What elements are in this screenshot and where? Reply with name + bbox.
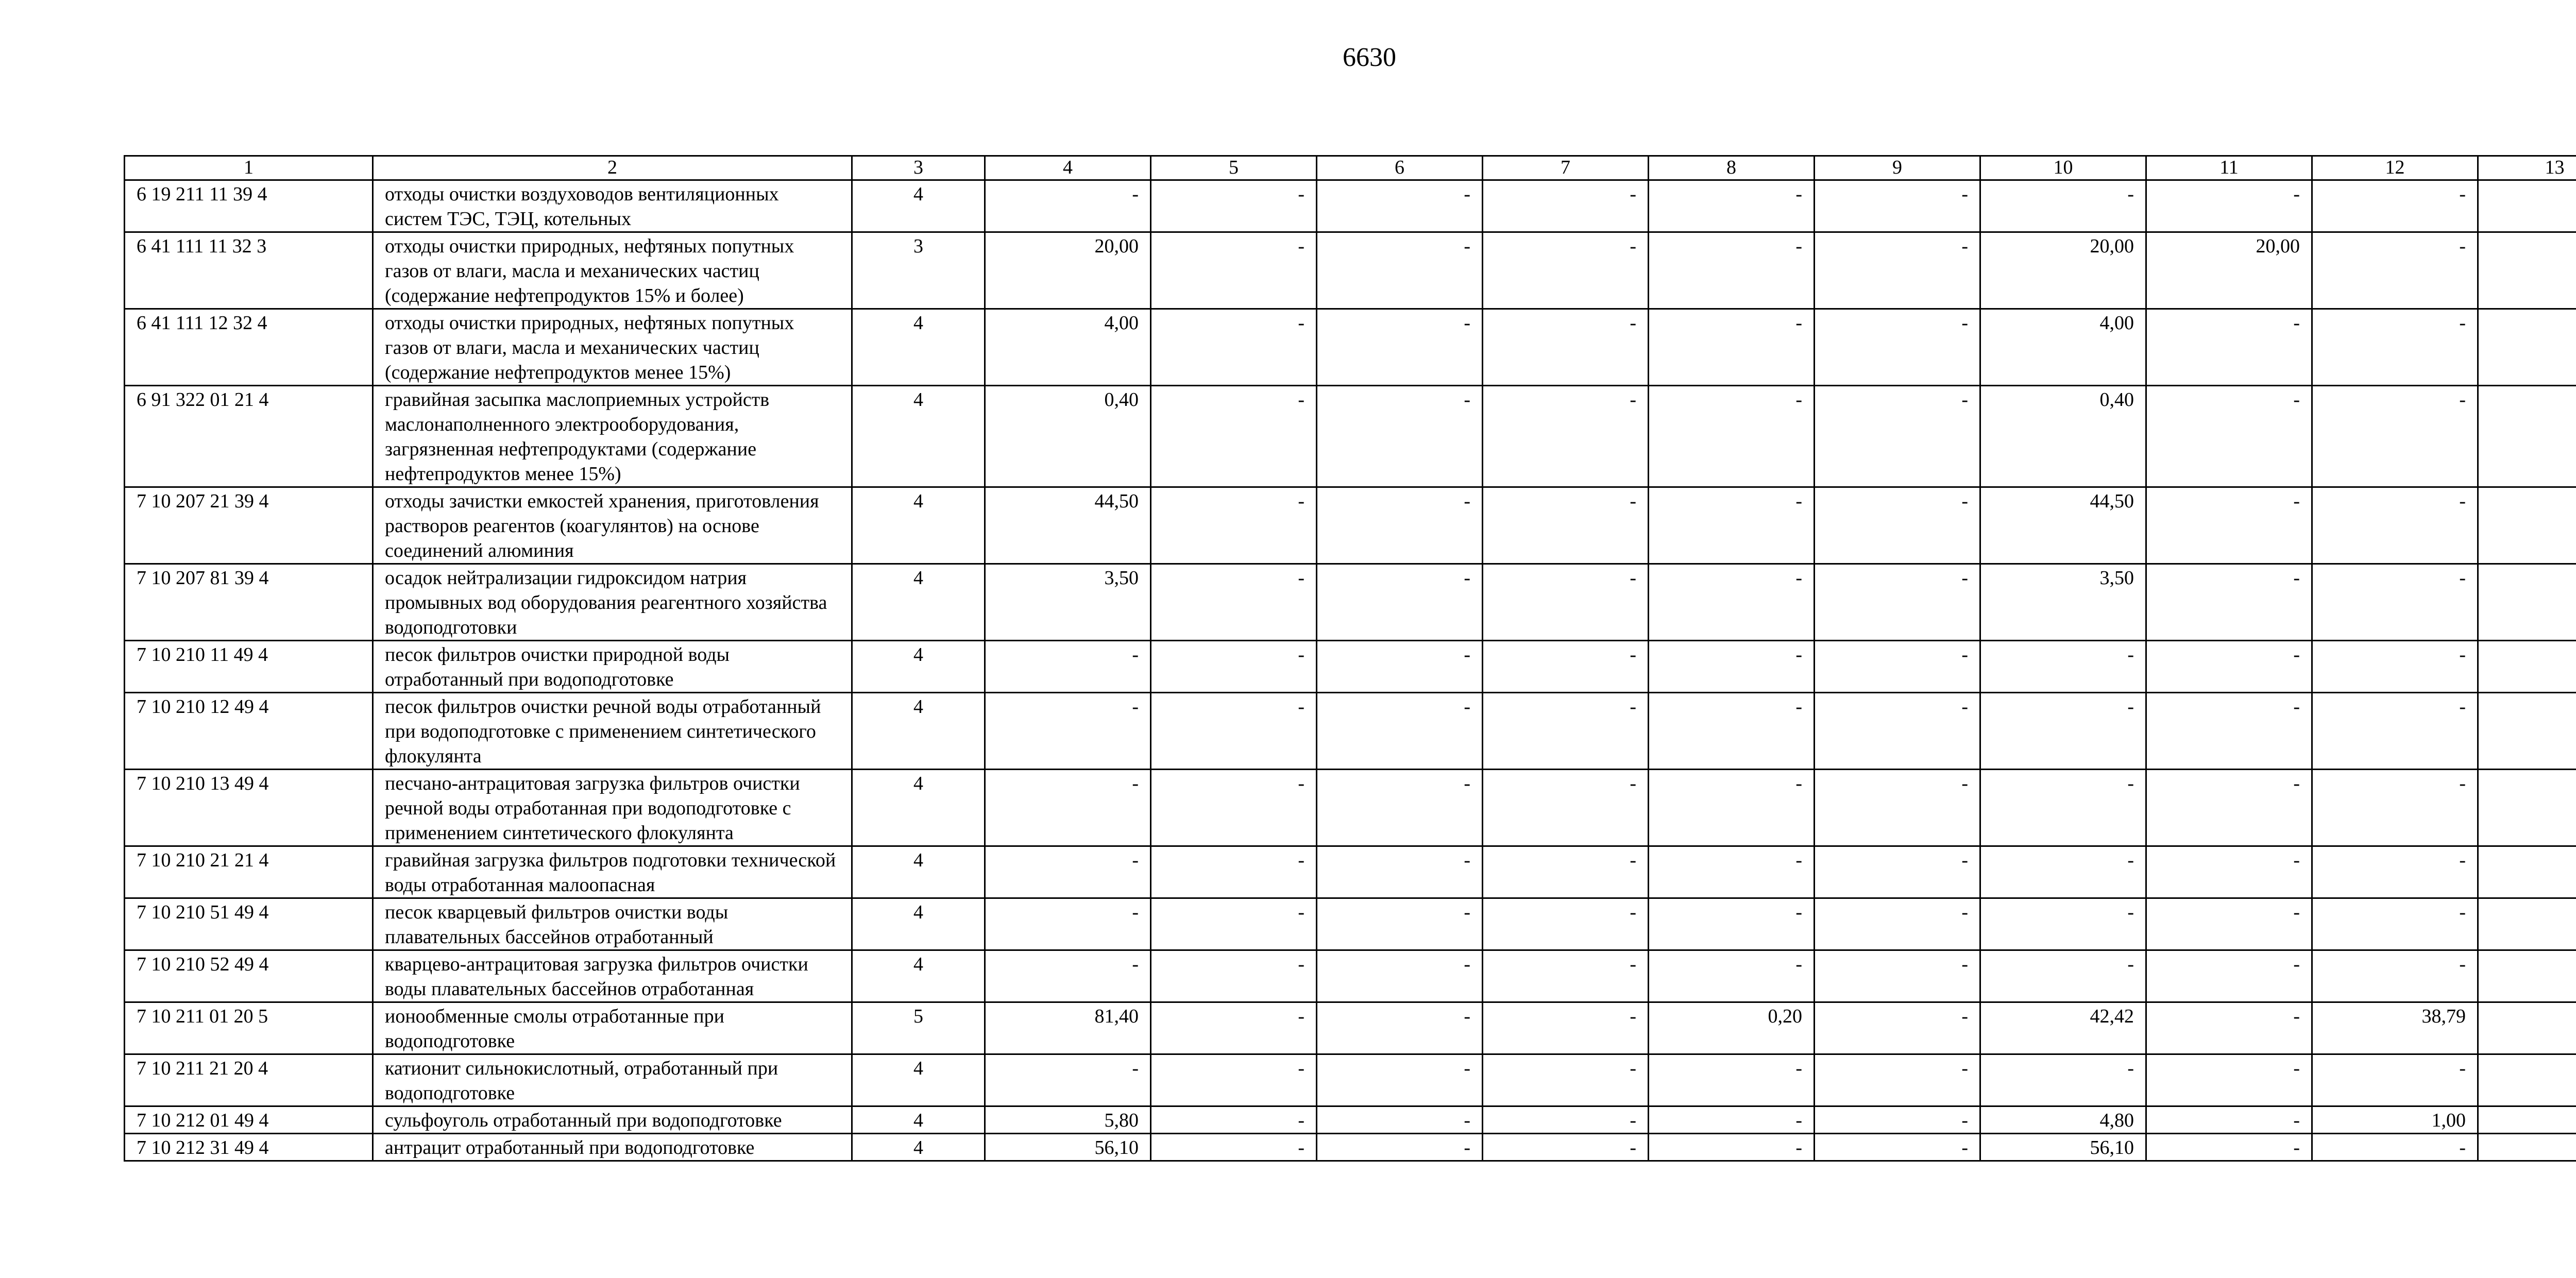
value-cell-col-5: -: [1151, 950, 1317, 1002]
column-header-10: 10: [1980, 156, 2146, 180]
table-row: [125, 1134, 2576, 1161]
value-cell-col-5: -: [1151, 487, 1317, 564]
waste-code-cell: 7 10 211 01 20 5: [125, 1002, 373, 1054]
waste-name-cell: осадок нейтрализации гидроксидом натрия промывных вод оборудования реагентного хозяйства водоподготовки: [373, 564, 852, 641]
value-cell-col-4: 0,40: [985, 386, 1151, 487]
waste-code-cell: 7 10 211 21 20 4: [125, 1054, 373, 1106]
hazard-class-cell: 4: [852, 846, 985, 898]
hazard-class-cell: 4: [852, 693, 985, 770]
value-cell-col-8: -: [1649, 180, 1815, 232]
hazard-class-cell: 4: [852, 386, 985, 487]
value-cell-col-9: -: [1815, 386, 1980, 487]
waste-table: [124, 155, 2576, 1162]
hazard-class-cell: 4: [852, 1106, 985, 1134]
hazard-class-cell: 4: [852, 898, 985, 950]
header-row: [125, 156, 2576, 180]
value-cell-col-13: [2478, 1002, 2576, 1054]
value-cell-col-12: -: [2312, 950, 2478, 1002]
value-cell-col-11: 20,00: [2146, 232, 2312, 309]
value-cell-col-6: -: [1317, 386, 1483, 487]
value-cell-col-4: -: [985, 1054, 1151, 1106]
hazard-class-cell: 4: [852, 564, 985, 641]
value-cell-col-11: -: [2146, 487, 2312, 564]
value-cell-col-6: -: [1317, 770, 1483, 846]
value-cell-col-4: 81,40: [985, 1002, 1151, 1054]
value-cell-col-4: -: [985, 180, 1151, 232]
value-cell-col-6: -: [1317, 487, 1483, 564]
value-cell-col-11: -: [2146, 1002, 2312, 1054]
value-cell-col-11: -: [2146, 180, 2312, 232]
value-cell-col-6: -: [1317, 898, 1483, 950]
value-cell-col-9: -: [1815, 1106, 1980, 1134]
value-cell-col-12: -: [2312, 1134, 2478, 1161]
value-cell-col-7: -: [1483, 180, 1649, 232]
value-cell-col-11: -: [2146, 1106, 2312, 1134]
value-cell-col-12: -: [2312, 309, 2478, 386]
value-cell-col-5: -: [1151, 641, 1317, 693]
hazard-class-cell: 3: [852, 232, 985, 309]
value-cell-col-9: -: [1815, 1054, 1980, 1106]
table-row: [125, 1002, 2576, 1054]
value-cell-col-12: -: [2312, 386, 2478, 487]
value-cell-col-8: 0,20: [1649, 1002, 1815, 1054]
value-cell-col-6: -: [1317, 232, 1483, 309]
waste-code-cell: 7 10 212 01 49 4: [125, 1106, 373, 1134]
value-cell-col-10: -: [1980, 641, 2146, 693]
column-header-2: 2: [373, 156, 852, 180]
value-cell-col-8: -: [1649, 564, 1815, 641]
value-cell-col-12: -: [2312, 232, 2478, 309]
value-cell-col-5: -: [1151, 232, 1317, 309]
value-cell-col-6: -: [1317, 180, 1483, 232]
value-cell-col-12: 1,00: [2312, 1106, 2478, 1134]
value-cell-col-11: -: [2146, 641, 2312, 693]
value-cell-col-5: -: [1151, 1134, 1317, 1161]
value-cell-col-7: -: [1483, 386, 1649, 487]
table-row: [125, 487, 2576, 564]
value-cell-col-4: -: [985, 641, 1151, 693]
waste-code-cell: 6 41 111 12 32 4: [125, 309, 373, 386]
value-cell-col-11: -: [2146, 693, 2312, 770]
table-row: [125, 180, 2576, 232]
table-row: [125, 898, 2576, 950]
value-cell-col-4: -: [985, 898, 1151, 950]
value-cell-col-5: -: [1151, 564, 1317, 641]
value-cell-col-6: -: [1317, 1106, 1483, 1134]
value-cell-col-9: -: [1815, 564, 1980, 641]
value-cell-col-5: -: [1151, 309, 1317, 386]
hazard-class-cell: 4: [852, 180, 985, 232]
value-cell-col-13: [2478, 693, 2576, 770]
hazard-class-cell: 4: [852, 770, 985, 846]
value-cell-col-7: -: [1483, 1106, 1649, 1134]
value-cell-col-6: -: [1317, 693, 1483, 770]
value-cell-col-13: [2478, 232, 2576, 309]
waste-name-cell: гравийная загрузка фильтров подготовки технической воды отработанная малоопасная: [373, 846, 852, 898]
value-cell-col-13: [2478, 564, 2576, 641]
value-cell-col-11: -: [2146, 898, 2312, 950]
value-cell-col-7: -: [1483, 898, 1649, 950]
table-row: [125, 950, 2576, 1002]
value-cell-col-4: -: [985, 950, 1151, 1002]
value-cell-col-8: -: [1649, 770, 1815, 846]
value-cell-col-8: -: [1649, 1054, 1815, 1106]
value-cell-col-13: [2478, 386, 2576, 487]
column-header-9: 9: [1815, 156, 1980, 180]
waste-code-cell: 7 10 210 12 49 4: [125, 693, 373, 770]
value-cell-col-10: -: [1980, 950, 2146, 1002]
value-cell-col-6: -: [1317, 1002, 1483, 1054]
value-cell-col-6: -: [1317, 846, 1483, 898]
waste-code-cell: 7 10 210 52 49 4: [125, 950, 373, 1002]
value-cell-col-10: 20,00: [1980, 232, 2146, 309]
value-cell-col-6: -: [1317, 950, 1483, 1002]
value-cell-col-13: [2478, 180, 2576, 232]
waste-name-cell: песок фильтров очистки природной воды отработанный при водоподготовке: [373, 641, 852, 693]
column-header-3: 3: [852, 156, 985, 180]
value-cell-col-5: -: [1151, 180, 1317, 232]
waste-code-cell: 6 41 111 11 32 3: [125, 232, 373, 309]
value-cell-col-13: [2478, 487, 2576, 564]
waste-name-cell: гравийная засыпка маслоприемных устройств маслонаполненного электрооборудования, загрязненная нефтепродуктами (содержание нефтепродуктов менее 15%): [373, 386, 852, 487]
value-cell-col-8: -: [1649, 386, 1815, 487]
value-cell-col-9: -: [1815, 180, 1980, 232]
value-cell-col-11: -: [2146, 950, 2312, 1002]
value-cell-col-8: -: [1649, 1134, 1815, 1161]
value-cell-col-11: -: [2146, 1054, 2312, 1106]
value-cell-col-6: -: [1317, 1134, 1483, 1161]
value-cell-col-7: -: [1483, 846, 1649, 898]
value-cell-col-9: -: [1815, 487, 1980, 564]
value-cell-col-10: 56,10: [1980, 1134, 2146, 1161]
value-cell-col-8: -: [1649, 950, 1815, 1002]
value-cell-col-13: [2478, 309, 2576, 386]
table-row: [125, 386, 2576, 487]
value-cell-col-11: -: [2146, 386, 2312, 487]
waste-code-cell: 6 19 211 11 39 4: [125, 180, 373, 232]
value-cell-col-9: -: [1815, 1134, 1980, 1161]
table-row: [125, 693, 2576, 770]
value-cell-col-5: -: [1151, 846, 1317, 898]
table-row: [125, 770, 2576, 846]
column-header-13: 13: [2478, 156, 2576, 180]
value-cell-col-12: -: [2312, 641, 2478, 693]
value-cell-col-6: -: [1317, 641, 1483, 693]
waste-name-cell: отходы очистки воздуховодов вентиляционных систем ТЭС, ТЭЦ, котельных: [373, 180, 852, 232]
column-header-11: 11: [2146, 156, 2312, 180]
value-cell-col-4: 5,80: [985, 1106, 1151, 1134]
page-number: 6630: [1343, 43, 1396, 72]
value-cell-col-4: 20,00: [985, 232, 1151, 309]
value-cell-col-12: 38,79: [2312, 1002, 2478, 1054]
hazard-class-cell: 4: [852, 309, 985, 386]
value-cell-col-7: -: [1483, 693, 1649, 770]
value-cell-col-8: -: [1649, 846, 1815, 898]
waste-name-cell: песчано-антрацитовая загрузка фильтров очистки речной воды отработанная при водоподготовке с применением синтетического флокулянта: [373, 770, 852, 846]
hazard-class-cell: 4: [852, 950, 985, 1002]
hazard-class-cell: 4: [852, 1134, 985, 1161]
value-cell-col-11: -: [2146, 309, 2312, 386]
value-cell-col-13: [2478, 770, 2576, 846]
waste-name-cell: песок фильтров очистки речной воды отработанный при водоподготовке с применением синтетического флокулянта: [373, 693, 852, 770]
value-cell-col-10: 4,80: [1980, 1106, 2146, 1134]
value-cell-col-13: [2478, 950, 2576, 1002]
hazard-class-cell: 4: [852, 1054, 985, 1106]
waste-code-cell: 6 91 322 01 21 4: [125, 386, 373, 487]
waste-code-cell: 7 10 212 31 49 4: [125, 1134, 373, 1161]
value-cell-col-12: -: [2312, 693, 2478, 770]
column-header-1: 1: [125, 156, 373, 180]
hazard-class-cell: 4: [852, 641, 985, 693]
waste-name-cell: отходы зачистки емкостей хранения, приготовления растворов реагентов (коагулянтов) на основе соединений алюминия: [373, 487, 852, 564]
waste-code-cell: 7 10 210 13 49 4: [125, 770, 373, 846]
value-cell-col-11: -: [2146, 846, 2312, 898]
value-cell-col-10: -: [1980, 770, 2146, 846]
value-cell-col-4: 3,50: [985, 564, 1151, 641]
value-cell-col-10: -: [1980, 693, 2146, 770]
value-cell-col-9: -: [1815, 693, 1980, 770]
value-cell-col-9: -: [1815, 898, 1980, 950]
value-cell-col-13: [2478, 1134, 2576, 1161]
waste-code-cell: 7 10 210 51 49 4: [125, 898, 373, 950]
value-cell-col-12: -: [2312, 564, 2478, 641]
column-header-5: 5: [1151, 156, 1317, 180]
value-cell-col-12: -: [2312, 180, 2478, 232]
value-cell-col-7: -: [1483, 950, 1649, 1002]
waste-name-cell: катионит сильнокислотный, отработанный при водоподготовке: [373, 1054, 852, 1106]
value-cell-col-5: -: [1151, 1106, 1317, 1134]
value-cell-col-10: 44,50: [1980, 487, 2146, 564]
value-cell-col-12: -: [2312, 846, 2478, 898]
waste-code-cell: 7 10 210 21 21 4: [125, 846, 373, 898]
waste-name-cell: кварцево-антрацитовая загрузка фильтров очистки воды плавательных бассейнов отработанная: [373, 950, 852, 1002]
table-row: [125, 564, 2576, 641]
value-cell-col-6: -: [1317, 564, 1483, 641]
value-cell-col-13: [2478, 641, 2576, 693]
value-cell-col-7: -: [1483, 641, 1649, 693]
value-cell-col-9: -: [1815, 846, 1980, 898]
value-cell-col-5: -: [1151, 1002, 1317, 1054]
value-cell-col-4: -: [985, 846, 1151, 898]
waste-code-cell: 7 10 210 11 49 4: [125, 641, 373, 693]
value-cell-col-10: -: [1980, 180, 2146, 232]
waste-code-cell: 7 10 207 81 39 4: [125, 564, 373, 641]
table-body: [125, 180, 2576, 1161]
value-cell-col-8: -: [1649, 1106, 1815, 1134]
column-header-12: 12: [2312, 156, 2478, 180]
value-cell-col-7: -: [1483, 487, 1649, 564]
value-cell-col-7: -: [1483, 1002, 1649, 1054]
value-cell-col-9: -: [1815, 641, 1980, 693]
hazard-class-cell: 4: [852, 487, 985, 564]
value-cell-col-9: -: [1815, 309, 1980, 386]
value-cell-col-5: -: [1151, 693, 1317, 770]
waste-name-cell: песок кварцевый фильтров очистки воды плавательных бассейнов отработанный: [373, 898, 852, 950]
column-header-7: 7: [1483, 156, 1649, 180]
value-cell-col-8: -: [1649, 309, 1815, 386]
value-cell-col-8: -: [1649, 641, 1815, 693]
value-cell-col-13: [2478, 1106, 2576, 1134]
value-cell-col-10: 4,00: [1980, 309, 2146, 386]
value-cell-col-5: -: [1151, 898, 1317, 950]
value-cell-col-12: -: [2312, 1054, 2478, 1106]
value-cell-col-13: [2478, 898, 2576, 950]
value-cell-col-10: 3,50: [1980, 564, 2146, 641]
value-cell-col-6: -: [1317, 1054, 1483, 1106]
value-cell-col-8: -: [1649, 232, 1815, 309]
table-row: [125, 309, 2576, 386]
table-row: [125, 641, 2576, 693]
value-cell-col-4: -: [985, 693, 1151, 770]
column-header-4: 4: [985, 156, 1151, 180]
value-cell-col-11: -: [2146, 564, 2312, 641]
value-cell-col-4: 44,50: [985, 487, 1151, 564]
value-cell-col-6: -: [1317, 309, 1483, 386]
hazard-class-cell: 5: [852, 1002, 985, 1054]
value-cell-col-9: -: [1815, 1002, 1980, 1054]
value-cell-col-5: -: [1151, 1054, 1317, 1106]
waste-name-cell: ионообменные смолы отработанные при водоподготовке: [373, 1002, 852, 1054]
waste-name-cell: отходы очистки природных, нефтяных попутных газов от влаги, масла и механических частиц (содержание нефтепродуктов менее 15%): [373, 309, 852, 386]
value-cell-col-7: -: [1483, 309, 1649, 386]
value-cell-col-12: -: [2312, 898, 2478, 950]
value-cell-col-12: -: [2312, 770, 2478, 846]
value-cell-col-9: -: [1815, 770, 1980, 846]
value-cell-col-8: -: [1649, 487, 1815, 564]
value-cell-col-10: 0,40: [1980, 386, 2146, 487]
value-cell-col-10: 42,42: [1980, 1002, 2146, 1054]
value-cell-col-8: -: [1649, 693, 1815, 770]
value-cell-col-8: -: [1649, 898, 1815, 950]
value-cell-col-7: -: [1483, 1054, 1649, 1106]
table-row: [125, 1106, 2576, 1134]
table-row: [125, 846, 2576, 898]
value-cell-col-9: -: [1815, 232, 1980, 309]
value-cell-col-11: -: [2146, 1134, 2312, 1161]
value-cell-col-10: -: [1980, 1054, 2146, 1106]
value-cell-col-11: -: [2146, 770, 2312, 846]
value-cell-col-7: -: [1483, 770, 1649, 846]
table-row: [125, 232, 2576, 309]
value-cell-col-4: 56,10: [985, 1134, 1151, 1161]
waste-name-cell: отходы очистки природных, нефтяных попутных газов от влаги, масла и механических частиц (содержание нефтепродуктов 15% и более): [373, 232, 852, 309]
value-cell-col-7: -: [1483, 564, 1649, 641]
column-header-6: 6: [1317, 156, 1483, 180]
value-cell-col-4: -: [985, 770, 1151, 846]
waste-name-cell: антрацит отработанный при водоподготовке: [373, 1134, 852, 1161]
waste-name-cell: сульфоуголь отработанный при водоподготовке: [373, 1106, 852, 1134]
value-cell-col-13: [2478, 1054, 2576, 1106]
waste-code-cell: 7 10 207 21 39 4: [125, 487, 373, 564]
value-cell-col-5: -: [1151, 770, 1317, 846]
value-cell-col-5: -: [1151, 386, 1317, 487]
column-header-8: 8: [1649, 156, 1815, 180]
value-cell-col-9: -: [1815, 950, 1980, 1002]
value-cell-col-4: 4,00: [985, 309, 1151, 386]
table-row: [125, 1054, 2576, 1106]
value-cell-col-10: -: [1980, 846, 2146, 898]
value-cell-col-10: -: [1980, 898, 2146, 950]
value-cell-col-13: [2478, 846, 2576, 898]
value-cell-col-7: -: [1483, 232, 1649, 309]
value-cell-col-7: -: [1483, 1134, 1649, 1161]
value-cell-col-12: -: [2312, 487, 2478, 564]
